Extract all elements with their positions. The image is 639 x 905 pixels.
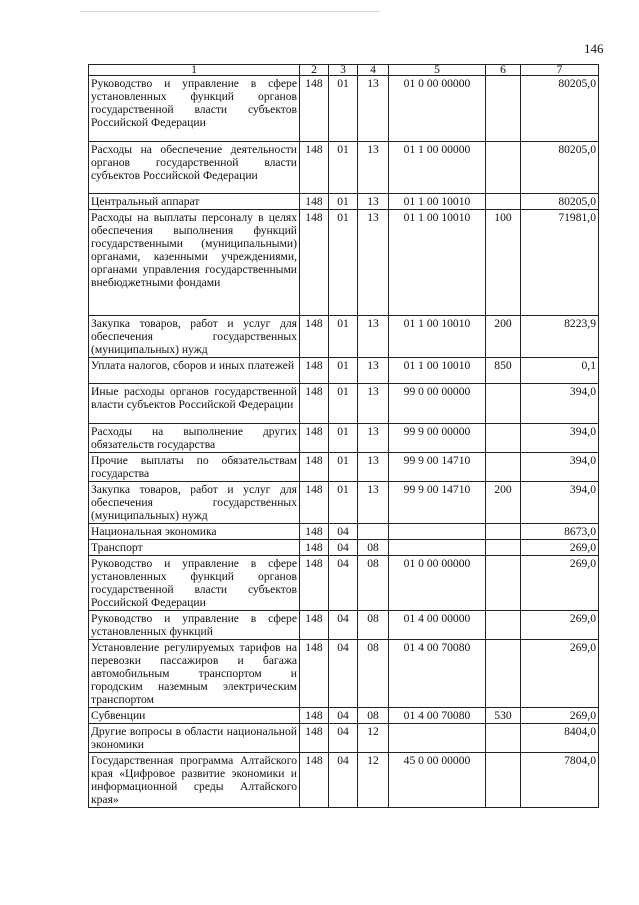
row-rz: 01 (329, 76, 358, 142)
row-ved: 148 (300, 611, 329, 640)
row-csr: 01 1 00 10010 (389, 358, 486, 384)
row-amount: 80205,0 (521, 194, 599, 210)
row-ved: 148 (300, 142, 329, 194)
row-amount: 394,0 (521, 384, 599, 424)
table-row (89, 611, 599, 640)
row-name: Субвенции (89, 708, 300, 724)
row-pr: 12 (358, 724, 389, 753)
table-row (89, 358, 599, 384)
row-csr: 01 4 00 70080 (389, 640, 486, 708)
table-row (89, 424, 599, 453)
row-name: Государственная программа Алтайского края «Цифровое развитие экономики и информационной среды Алтайского края» (89, 753, 300, 808)
row-vr: 530 (486, 708, 521, 724)
header-col-name: 1 (89, 65, 300, 76)
row-ved: 148 (300, 708, 329, 724)
row-ved: 148 (300, 384, 329, 424)
row-amount: 269,0 (521, 611, 599, 640)
row-vr (486, 453, 521, 482)
row-csr (389, 724, 486, 753)
row-vr (486, 384, 521, 424)
row-ved: 148 (300, 556, 329, 611)
row-csr: 01 1 00 10010 (389, 194, 486, 210)
row-name: Руководство и управление в сфере установленных функций органов государственной власти субъектов Российской Федерации (89, 76, 300, 142)
row-pr: 08 (358, 540, 389, 556)
row-name: Транспорт (89, 540, 300, 556)
table-row (89, 453, 599, 482)
table-row (89, 524, 599, 540)
row-ved: 148 (300, 724, 329, 753)
row-amount: 80205,0 (521, 142, 599, 194)
row-name: Центральный аппарат (89, 194, 300, 210)
row-csr: 01 0 00 00000 (389, 556, 486, 611)
row-csr: 01 4 00 00000 (389, 611, 486, 640)
header-col-pr: 4 (358, 65, 389, 76)
table-row (89, 708, 599, 724)
row-rz: 04 (329, 611, 358, 640)
row-vr: 200 (486, 316, 521, 358)
row-csr: 01 1 00 10010 (389, 316, 486, 358)
budget-table (88, 64, 599, 808)
row-rz: 04 (329, 540, 358, 556)
row-name: Другие вопросы в области национальной экономики (89, 724, 300, 753)
header-col-vr: 6 (486, 65, 521, 76)
row-ved: 148 (300, 210, 329, 316)
row-vr (486, 76, 521, 142)
row-pr: 13 (358, 482, 389, 524)
header-col-rz: 3 (329, 65, 358, 76)
row-rz: 01 (329, 424, 358, 453)
table-row (89, 482, 599, 524)
row-amount: 269,0 (521, 556, 599, 611)
row-vr (486, 611, 521, 640)
row-pr: 08 (358, 640, 389, 708)
table-row (89, 384, 599, 424)
row-ved: 148 (300, 640, 329, 708)
table-row (89, 540, 599, 556)
table-row (89, 194, 599, 210)
row-rz: 01 (329, 142, 358, 194)
table-row (89, 753, 599, 808)
row-ved: 148 (300, 76, 329, 142)
row-pr: 13 (358, 76, 389, 142)
row-vr (486, 640, 521, 708)
row-name: Уплата налогов, сборов и иных платежей (89, 358, 300, 384)
row-csr: 99 9 00 14710 (389, 482, 486, 524)
row-name: Руководство и управление в сфере установленных функций (89, 611, 300, 640)
row-csr: 01 0 00 00000 (389, 76, 486, 142)
row-ved: 148 (300, 194, 329, 210)
row-pr: 13 (358, 384, 389, 424)
row-amount: 7804,0 (521, 753, 599, 808)
row-csr: 01 1 00 00000 (389, 142, 486, 194)
table-row (89, 724, 599, 753)
row-amount: 8223,9 (521, 316, 599, 358)
row-amount: 0,1 (521, 358, 599, 384)
row-csr: 99 0 00 00000 (389, 384, 486, 424)
row-ved: 148 (300, 524, 329, 540)
row-rz: 01 (329, 482, 358, 524)
header-col-csr: 5 (389, 65, 486, 76)
row-amount: 394,0 (521, 424, 599, 453)
row-name: Установление регулируемых тарифов на перевозки пассажиров и багажа автомобильным транспортом и городским наземным электрическим транспортом (89, 640, 300, 708)
row-vr (486, 556, 521, 611)
row-vr (486, 424, 521, 453)
row-vr: 850 (486, 358, 521, 384)
row-csr: 01 1 00 10010 (389, 210, 486, 316)
row-amount: 80205,0 (521, 76, 599, 142)
row-name: Закупка товаров, работ и услуг для обеспечения государственных (муниципальных) нужд (89, 316, 300, 358)
row-amount: 269,0 (521, 640, 599, 708)
row-amount: 394,0 (521, 482, 599, 524)
row-vr (486, 524, 521, 540)
row-csr (389, 524, 486, 540)
row-pr: 08 (358, 611, 389, 640)
scan-edge-artifact (80, 11, 380, 12)
header-col-ved: 2 (300, 65, 329, 76)
row-rz: 04 (329, 708, 358, 724)
row-vr (486, 142, 521, 194)
row-csr (389, 540, 486, 556)
row-ved: 148 (300, 358, 329, 384)
row-amount: 8673,0 (521, 524, 599, 540)
row-pr: 13 (358, 194, 389, 210)
table-row (89, 210, 599, 316)
row-pr: 08 (358, 556, 389, 611)
row-pr: 13 (358, 424, 389, 453)
row-rz: 04 (329, 753, 358, 808)
row-amount: 269,0 (521, 540, 599, 556)
row-name: Национальная экономика (89, 524, 300, 540)
row-amount: 8404,0 (521, 724, 599, 753)
row-rz: 01 (329, 453, 358, 482)
table-row (89, 142, 599, 194)
row-pr: 12 (358, 753, 389, 808)
row-pr: 13 (358, 210, 389, 316)
row-vr (486, 194, 521, 210)
row-rz: 01 (329, 358, 358, 384)
row-ved: 148 (300, 540, 329, 556)
row-pr: 13 (358, 358, 389, 384)
row-rz: 01 (329, 384, 358, 424)
row-ved: 148 (300, 753, 329, 808)
row-name: Руководство и управление в сфере установленных функций органов государственной власти субъектов Российской Федерации (89, 556, 300, 611)
row-vr: 200 (486, 482, 521, 524)
row-rz: 04 (329, 640, 358, 708)
row-pr: 13 (358, 316, 389, 358)
row-rz: 04 (329, 556, 358, 611)
table-row (89, 556, 599, 611)
row-name: Расходы на выполнение других обязательств государства (89, 424, 300, 453)
row-amount: 71981,0 (521, 210, 599, 316)
row-pr (358, 524, 389, 540)
row-csr: 45 0 00 00000 (389, 753, 486, 808)
row-pr: 08 (358, 708, 389, 724)
row-pr: 13 (358, 142, 389, 194)
row-vr (486, 724, 521, 753)
row-vr (486, 753, 521, 808)
table-row (89, 316, 599, 358)
row-vr: 100 (486, 210, 521, 316)
row-name: Прочие выплаты по обязательствам государства (89, 453, 300, 482)
row-rz: 01 (329, 194, 358, 210)
row-rz: 04 (329, 724, 358, 753)
row-csr: 99 9 00 14710 (389, 453, 486, 482)
row-csr: 99 9 00 00000 (389, 424, 486, 453)
row-pr: 13 (358, 453, 389, 482)
row-rz: 01 (329, 316, 358, 358)
row-ved: 148 (300, 453, 329, 482)
row-ved: 148 (300, 316, 329, 358)
row-name: Иные расходы органов государственной власти субъектов Российской Федерации (89, 384, 300, 424)
row-ved: 148 (300, 482, 329, 524)
table-header-row (89, 65, 599, 76)
row-name: Расходы на выплаты персоналу в целях обеспечения выполнения функций государственными (муниципальными) органами, казенными учреждениями, органами управления государственными внебюджетными фондами (89, 210, 300, 316)
row-amount: 394,0 (521, 453, 599, 482)
row-amount: 269,0 (521, 708, 599, 724)
row-ved: 148 (300, 424, 329, 453)
row-rz: 04 (329, 524, 358, 540)
row-name: Расходы на обеспечение деятельности органов государственной власти субъектов Российской Федерации (89, 142, 300, 194)
row-csr: 01 4 00 70080 (389, 708, 486, 724)
table-row (89, 76, 599, 142)
page-number: 146 (584, 41, 604, 56)
row-vr (486, 540, 521, 556)
row-rz: 01 (329, 210, 358, 316)
row-name: Закупка товаров, работ и услуг для обеспечения государственных (муниципальных) нужд (89, 482, 300, 524)
header-col-amount: 7 (521, 65, 599, 76)
table-row (89, 640, 599, 708)
